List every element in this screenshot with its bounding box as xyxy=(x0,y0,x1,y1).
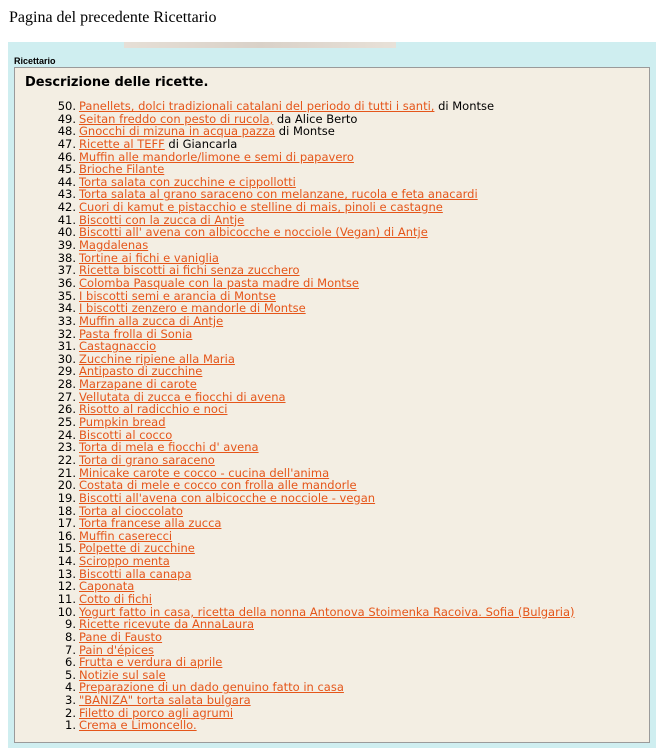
recipe-number: 25. xyxy=(57,415,76,430)
recipe-link[interactable]: I biscotti semi e arancia di Montse xyxy=(79,288,276,303)
recipe-link[interactable]: Frutta e verdura di aprile xyxy=(79,655,223,670)
recipe-link[interactable]: Torta salata con zucchine e cippollotti xyxy=(79,174,296,189)
recipe-link[interactable]: Pumpkin bread xyxy=(79,415,166,430)
recipe-number: 18. xyxy=(57,503,76,518)
recipe-number: 30. xyxy=(57,351,76,366)
recipe-link[interactable]: "BANIZA" torta salata bulgara xyxy=(79,693,251,708)
recipe-number: 2. xyxy=(65,705,76,720)
recipe-link[interactable]: Torta al cioccolato xyxy=(79,503,183,518)
recipe-link[interactable]: Polpette di zucchine xyxy=(79,541,195,556)
recipe-link[interactable]: Yogurt fatto in casa, ricetta della nonna Antonova Stoimenka Racoiva. Sofia (Bulgaria) xyxy=(79,604,575,619)
previous-recipes-link[interactable]: Pagina del precedente Ricettario xyxy=(9,9,217,26)
recipe-link[interactable]: Cotto di fichi xyxy=(79,591,152,606)
recipe-link[interactable]: Sciroppo menta xyxy=(79,554,170,569)
frame-label: Ricettario xyxy=(14,56,56,66)
recipe-number: 34. xyxy=(57,301,76,316)
recipe-item xyxy=(57,566,575,581)
recipe-link[interactable]: Pain d'épices xyxy=(79,642,155,657)
recipe-number: 11. xyxy=(57,591,76,606)
recipe-number: 27. xyxy=(57,389,76,404)
recipe-link[interactable]: Colomba Pasquale con la pasta madre di Montse xyxy=(79,275,359,290)
recipe-link[interactable]: Biscotti alla canapa xyxy=(79,566,192,581)
recipe-link[interactable]: Torta di mela e fiocchi d' avena xyxy=(79,440,259,455)
recipe-link[interactable]: Torta francese alla zucca xyxy=(79,516,222,531)
recipe-link[interactable]: Ricette al TEFF xyxy=(79,136,165,151)
recipe-link[interactable]: Muffin caserecci xyxy=(79,528,173,543)
recipe-number: 50. xyxy=(57,99,76,113)
recipe-number: 21. xyxy=(57,465,76,480)
recipe-list xyxy=(15,100,575,732)
recipe-number: 35. xyxy=(57,288,76,303)
recipe-number: 16. xyxy=(57,528,76,543)
recipe-number: 19. xyxy=(57,490,76,505)
recipe-author: da Alice Berto xyxy=(273,111,358,126)
recipe-link[interactable]: Panellets, dolci tradizionali catalani del periodo di tutti i santi, xyxy=(79,99,435,113)
recipe-number: 20. xyxy=(57,478,76,493)
recipe-number: 7. xyxy=(65,642,76,657)
recipes-frame xyxy=(8,42,656,748)
recipe-link[interactable]: Antipasto di zucchine xyxy=(79,364,203,379)
recipe-link[interactable]: Marzapane di carote xyxy=(79,377,197,392)
recipe-author: di Montse xyxy=(275,124,335,139)
recipe-link[interactable]: Gnocchi di mizuna in acqua pazza xyxy=(79,124,276,139)
recipe-number: 14. xyxy=(57,554,76,569)
recipe-number: 33. xyxy=(57,313,76,328)
recipe-link[interactable]: Filetto di porco agli agrumi xyxy=(79,705,234,720)
recipe-number: 8. xyxy=(65,629,76,644)
recipe-link[interactable]: Cuori di kamut e pistacchio e stelline di mais, pinoli e castagne xyxy=(79,200,443,215)
recipe-number: 10. xyxy=(57,604,76,619)
recipe-number: 43. xyxy=(57,187,76,202)
recipe-number: 26. xyxy=(57,402,76,417)
recipe-link[interactable]: Caponata xyxy=(79,579,135,594)
recipe-link[interactable]: Ricette ricevute da AnnaLaura xyxy=(79,617,254,632)
recipe-number: 1. xyxy=(65,718,76,733)
recipe-number: 31. xyxy=(57,339,76,354)
recipe-number: 41. xyxy=(57,212,76,227)
recipe-number: 4. xyxy=(65,680,76,695)
recipe-number: 17. xyxy=(57,516,76,531)
recipe-link[interactable]: I biscotti zenzero e mandorle di Montse xyxy=(79,301,306,316)
recipe-number: 32. xyxy=(57,326,76,341)
recipe-link[interactable]: Pane di Fausto xyxy=(79,629,163,644)
recipe-number: 45. xyxy=(57,162,76,177)
recipe-link[interactable]: Biscotti all'avena con albicocche e nocciole - vegan xyxy=(79,490,376,505)
recipe-number: 3. xyxy=(65,693,76,708)
recipe-link[interactable]: Vellutata di zucca e fiocchi di avena xyxy=(79,389,286,404)
recipe-number: 29. xyxy=(57,364,76,379)
recipe-item xyxy=(57,225,575,240)
recipe-link[interactable]: Notizie sul sale xyxy=(79,667,166,682)
recipe-number: 22. xyxy=(57,452,76,467)
recipe-item xyxy=(65,718,575,733)
recipe-number: 40. xyxy=(57,225,76,240)
recipe-number: 24. xyxy=(57,427,76,442)
header-image xyxy=(124,42,396,48)
recipe-number: 49. xyxy=(57,111,76,126)
recipe-number: 48. xyxy=(57,124,76,139)
recipe-link[interactable]: Muffin alla zucca di Antje xyxy=(79,313,224,328)
recipe-link[interactable]: Pasta frolla di Sonia xyxy=(79,326,193,341)
recipe-author: di Giancarla xyxy=(164,136,238,151)
recipe-link[interactable]: Biscotti con la zucca di Antje xyxy=(79,212,245,227)
recipe-link[interactable]: Risotto al radicchio e noci xyxy=(79,402,228,417)
recipe-link[interactable]: Preparazione di un dado genuino fatto in casa xyxy=(79,680,344,695)
recipe-number: 36. xyxy=(57,275,76,290)
recipe-link[interactable]: Crema e Limoncello. xyxy=(79,718,197,733)
recipe-number: 46. xyxy=(57,149,76,164)
recipe-link[interactable]: Seitan freddo con pesto di rucola, xyxy=(79,111,274,126)
recipe-number: 42. xyxy=(57,200,76,215)
recipe-link[interactable]: Biscotti al cocco xyxy=(79,427,173,442)
recipe-number: 6. xyxy=(65,655,76,670)
recipe-number: 38. xyxy=(57,250,76,265)
recipe-link[interactable]: Muffin alle mandorle/limone e semi di papavero xyxy=(79,149,354,164)
recipe-number: 9. xyxy=(65,617,76,632)
recipe-number: 47. xyxy=(57,136,76,151)
recipe-number: 23. xyxy=(57,440,76,455)
recipe-number: 5. xyxy=(65,667,76,682)
recipe-number: 28. xyxy=(57,377,76,392)
recipe-link[interactable]: Biscotti all' avena con albicocche e nocciole (Vegan) di Antje xyxy=(79,225,428,240)
recipe-item xyxy=(57,579,575,594)
recipe-link[interactable]: Castagnaccio xyxy=(79,339,157,354)
recipe-number: 12. xyxy=(57,579,76,594)
recipe-link[interactable]: Brioche Filante xyxy=(79,162,165,177)
recipe-number: 15. xyxy=(57,541,76,556)
recipe-number: 37. xyxy=(57,263,76,278)
recipe-link[interactable]: Torta di grano saraceno xyxy=(79,452,215,467)
recipes-panel xyxy=(14,67,650,743)
recipe-link[interactable]: Ricetta biscotti ai fichi senza zucchero xyxy=(79,263,300,278)
panel-title: Descrizione delle ricette. xyxy=(25,75,209,90)
recipe-number: 39. xyxy=(57,238,76,253)
recipe-link[interactable]: Minicake carote e cocco - cucina dell'anima xyxy=(79,465,330,480)
recipe-number: 13. xyxy=(57,566,76,581)
recipe-link[interactable]: Zucchine ripiene alla Maria xyxy=(79,351,235,366)
recipe-author: di Montse xyxy=(434,99,495,113)
recipe-link[interactable]: Torta salata al grano saraceno con melanzane, rucola e feta anacardi xyxy=(79,187,478,202)
recipe-number: 44. xyxy=(57,174,76,189)
recipe-link[interactable]: Costata di mele e cocco con frolla alle mandorle xyxy=(79,478,357,493)
recipe-link[interactable]: Tortine ai fichi e vaniglia xyxy=(79,250,219,265)
recipe-link[interactable]: Magdalenas xyxy=(79,238,149,253)
